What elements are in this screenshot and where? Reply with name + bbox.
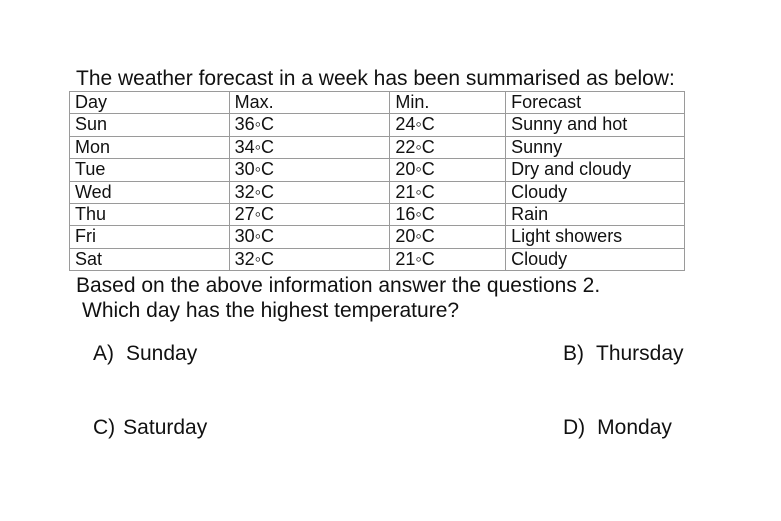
cell-forecast: Cloudy bbox=[506, 181, 685, 203]
header-min: Min. bbox=[390, 92, 506, 114]
cell-forecast: Cloudy bbox=[506, 248, 685, 270]
cell-forecast: Sunny and hot bbox=[506, 114, 685, 136]
cell-day: Sun bbox=[70, 114, 230, 136]
question-intro: Based on the above information answer the questions 2. bbox=[76, 274, 601, 297]
option-letter: A) bbox=[93, 342, 114, 365]
cell-min: 20◦C bbox=[390, 226, 506, 248]
table-row bbox=[70, 114, 685, 136]
table-row bbox=[70, 136, 685, 158]
cell-max: 30◦C bbox=[229, 159, 390, 181]
header-forecast: Forecast bbox=[506, 92, 685, 114]
cell-max: 32◦C bbox=[229, 248, 390, 270]
option-letter: C) bbox=[93, 416, 116, 439]
cell-max: 27◦C bbox=[229, 203, 390, 225]
option-c[interactable] bbox=[93, 416, 207, 440]
cell-day: Fri bbox=[70, 226, 230, 248]
table-row bbox=[70, 181, 685, 203]
cell-min: 21◦C bbox=[390, 181, 506, 203]
option-text: Monday bbox=[597, 416, 672, 439]
cell-max: 36◦C bbox=[229, 114, 390, 136]
cell-min: 16◦C bbox=[390, 203, 506, 225]
cell-forecast: Light showers bbox=[506, 226, 685, 248]
option-text: Thursday bbox=[596, 342, 684, 365]
weather-table bbox=[69, 91, 685, 271]
table-row bbox=[70, 226, 685, 248]
option-b[interactable] bbox=[563, 342, 684, 366]
option-d[interactable] bbox=[563, 416, 672, 440]
table-row bbox=[70, 159, 685, 181]
option-text: Sunday bbox=[126, 342, 198, 365]
option-a[interactable] bbox=[93, 342, 197, 366]
cell-day: Sat bbox=[70, 248, 230, 270]
cell-max: 30◦C bbox=[229, 226, 390, 248]
cell-forecast: Rain bbox=[506, 203, 685, 225]
cell-forecast: Sunny bbox=[506, 136, 685, 158]
header-max: Max. bbox=[229, 92, 390, 114]
header-day: Day bbox=[70, 92, 230, 114]
table-row bbox=[70, 248, 685, 270]
option-text: Saturday bbox=[123, 416, 208, 439]
cell-day: Wed bbox=[70, 181, 230, 203]
cell-min: 22◦C bbox=[390, 136, 506, 158]
cell-max: 32◦C bbox=[229, 181, 390, 203]
cell-max: 34◦C bbox=[229, 136, 390, 158]
intro-text: The weather forecast in a week has been summarised as below: bbox=[76, 67, 675, 90]
cell-min: 21◦C bbox=[390, 248, 506, 270]
question-text: Which day has the highest temperature? bbox=[82, 299, 460, 322]
cell-forecast: Dry and cloudy bbox=[506, 159, 685, 181]
cell-day: Mon bbox=[70, 136, 230, 158]
option-letter: B) bbox=[563, 342, 584, 365]
cell-min: 20◦C bbox=[390, 159, 506, 181]
cell-day: Tue bbox=[70, 159, 230, 181]
option-letter: D) bbox=[563, 416, 586, 439]
cell-min: 24◦C bbox=[390, 114, 506, 136]
cell-day: Thu bbox=[70, 203, 230, 225]
table-row bbox=[70, 203, 685, 225]
table-header-row bbox=[70, 92, 685, 114]
